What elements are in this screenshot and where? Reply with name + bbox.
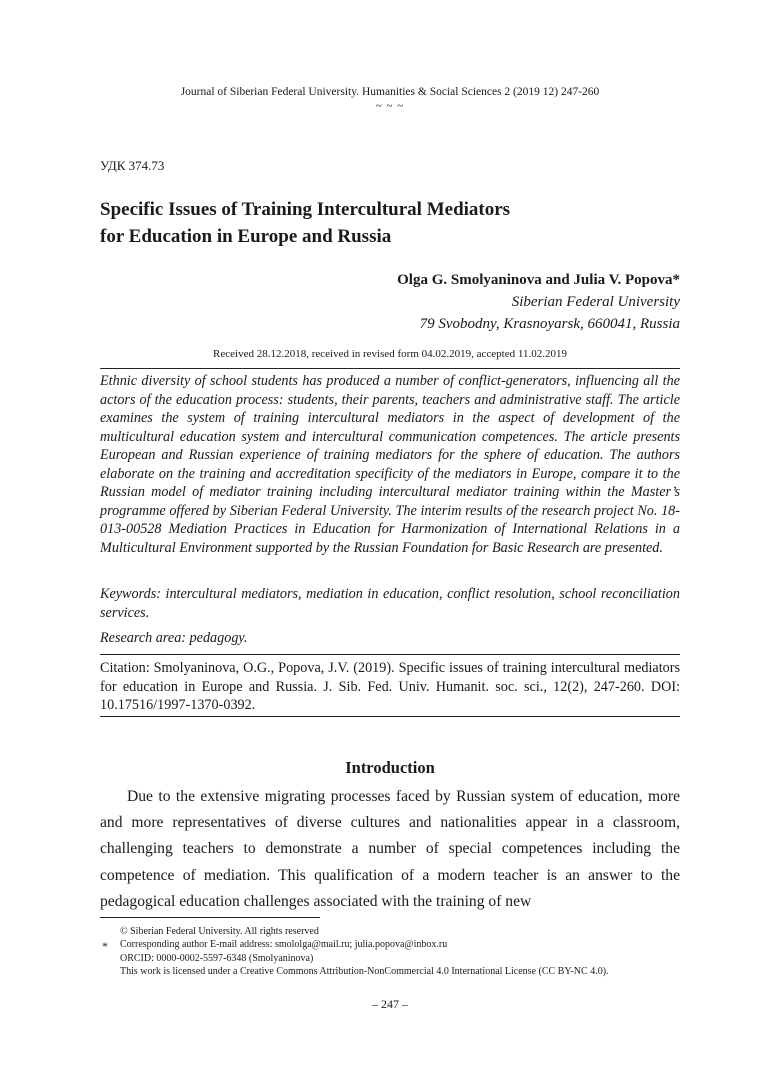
research-area: Research area: pedagogy.	[100, 630, 248, 646]
udc-code: УДК 374.73	[100, 158, 165, 173]
article-title	[100, 196, 660, 250]
title-line-1: Specific Issues of Training Intercultural Mediators	[100, 199, 511, 220]
author-address: 79 Svobodny, Krasnoyarsk, 660041, Russia	[419, 316, 680, 332]
header-ornament: ~ ~ ~	[375, 100, 405, 112]
author-names: Olga G. Smolyaninova and Julia V. Popova*	[397, 272, 680, 288]
abstract-top-rule	[100, 368, 680, 369]
section-heading-introduction: Introduction	[345, 758, 435, 777]
footnote-copyright: © Siberian Federal University. All rights reserved	[120, 926, 319, 937]
citation: Citation: Smolyaninova, O.G., Popova, J.V. (2019). Specific issues of training intercultural mediators for education in Europe and Russia. J. Sib. Fed. Univ. Humanit. soc. sci., 12(2), 247-260. DOI: 10.17516/1997-1370-0392.	[100, 660, 680, 713]
footnote-orcid: ORCID: 0000-0002-5597-6348 (Smolyaninova)	[120, 952, 314, 964]
footnote-corresponding: Corresponding author E-mail address: smololga@mail.ru; julia.popova@inbox.ru	[120, 939, 448, 951]
page-number: – 247 –	[372, 997, 408, 1011]
author-block	[397, 269, 680, 335]
footnotes	[120, 925, 700, 979]
title-line-2: for Education in Europe and Russia	[100, 226, 392, 247]
received-dates: Received 28.12.2018, received in revised form 04.02.2019, accepted 11.02.2019	[213, 348, 567, 360]
introduction-paragraph: Due to the extensive migrating processes faced by Russian system of education, more and more representatives of diverse cultures and nationalities appear in a classroom, challenging teachers to demonstrate a number of special competences including the competence of mediation. This qualification of a modern teacher is an answer to the pedagogical education challenges associated with the training of new	[100, 788, 680, 910]
keywords: Keywords: intercultural mediators, mediation in education, conflict resolution, school reconciliation services.	[100, 586, 680, 621]
footnote-star: *	[102, 939, 108, 953]
journal-header: Journal of Siberian Federal University. Humanities & Social Sciences 2 (2019 12) 247-260	[180, 86, 600, 98]
author-affiliation: Siberian Federal University	[511, 294, 680, 310]
footnote-license: This work is licensed under a Creative Commons Attribution-NonCommercial 4.0 International License (CC BY-NC 4.0).	[120, 966, 609, 978]
abstract-text: Ethnic diversity of school students has produced a number of conflict-generators, influencing all the actors of the education process: students, their parents, teachers and administrative staff. The article examines the system of training intercultural mediators in the aspect of development of the multicultural education system and intercultural communication competences. The article presents European and Russian experience of training mediators for the sphere of education. The authors elaborate on the training and accreditation specificity of the mediators in Europe, compare it to the Russian model of mediator training including intercultural mediator training within the Master’s programme offered by Siberian Federal University. The interim results of the research project No. 18-013-00528 Mediation Practices in Education for Harmonization of International Relations in a Multicultural Environment supported by the Russian Foundation for Basic Research are presented.	[100, 373, 680, 556]
footnote-rule	[100, 917, 320, 918]
citation-top-rule	[100, 654, 680, 655]
citation-bottom-rule	[100, 716, 680, 717]
